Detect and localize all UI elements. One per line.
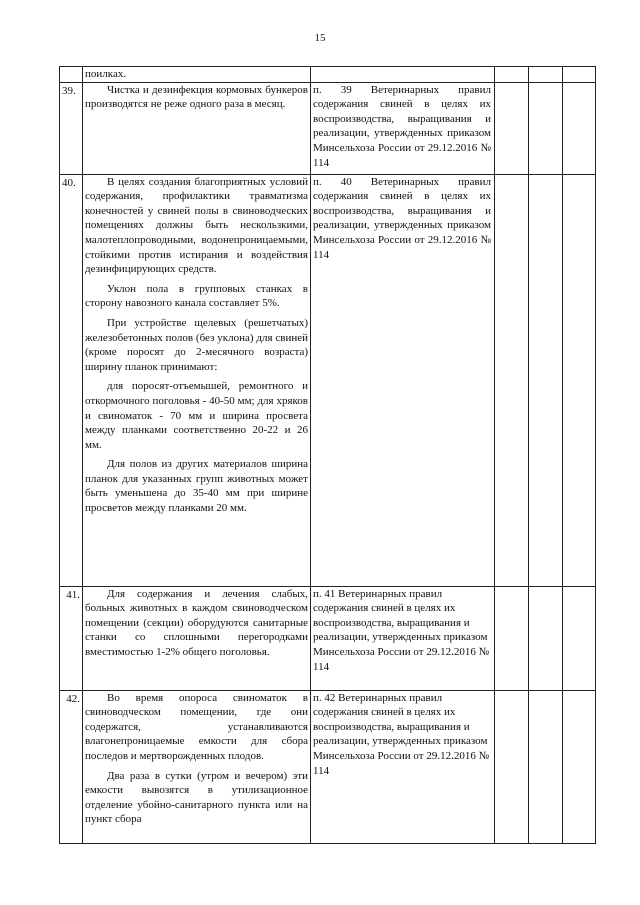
table-row-40 [60, 174, 596, 586]
answer-cell-na [563, 67, 596, 83]
answer-cell-no [529, 586, 563, 690]
reference-cell [311, 174, 495, 586]
answer-cell-yes [495, 586, 529, 690]
table-row-39 [60, 82, 596, 174]
requirement-paragraph: При устройстве щелевых (решетчатых) железобетонных полов (без уклона) для свиней (кроме поросят до 2-месячного возраста) ширину планок принимают: [85, 316, 308, 373]
answer-cell-no [529, 67, 563, 83]
requirement-paragraph: Во время опороса свиноматок в свиноводческом помещении, где они содержатся, устанавливаются влагонепроницаемые емкости для сбора последов и мертворожденных плодов. [85, 691, 308, 762]
requirement-cell [83, 174, 311, 586]
reference-cell [311, 82, 495, 174]
requirement-cell [83, 586, 311, 690]
answer-cell-no [529, 82, 563, 174]
answer-cell-na [563, 586, 596, 690]
requirement-paragraph: В целях создания благоприятных условий содержания, профилактики травматизма конечностей у свиней полы в свиноводческих помещениях должны быть нескользкими, малотеплопроводными, водонепроницаемыми, стойкими против истирания и воздействия дезинфицирующих средств. [85, 175, 308, 276]
answer-cell-no [529, 690, 563, 843]
legal-reference: п. 40 Ветеринарных правил содержания свиней в целях их воспроизводства, выращивания и реализации, утвержденных приказом Минсельхоза России от 29.12.2016 № 114 [313, 175, 491, 261]
requirements-table [59, 66, 596, 844]
legal-reference: п. 42 Ветеринарных правил содержания свиней в целях их воспроизводства, выращивания и реализации, утвержденных приказом Минсельхоза России от 29.12.2016 № 114 [313, 691, 490, 777]
requirement-cell [83, 690, 311, 843]
answer-cell-na [563, 690, 596, 843]
answer-cell-yes [495, 67, 529, 83]
answer-cell-yes [495, 82, 529, 174]
requirement-cell [83, 82, 311, 174]
legal-reference: п. 39 Ветеринарных правил содержания свиней в целях их воспроизводства, выращивания и реализации, утвержденных приказом Минсельхоза России от 29.12.2016 № 114 [313, 83, 491, 169]
reference-cell [311, 586, 495, 690]
reference-cell [311, 690, 495, 843]
answer-cell-na [563, 82, 596, 174]
table-row-41 [60, 586, 596, 690]
row-number-cell: 42. [60, 690, 83, 843]
page-number: 15 [314, 32, 326, 44]
requirement-paragraph: Чистка и дезинфекция кормовых бункеров производятся не реже одного раза в месяц. [85, 83, 308, 111]
answer-cell-no [529, 174, 563, 586]
answer-cell-na [563, 174, 596, 586]
table-row-42 [60, 690, 596, 843]
row-number-cell [60, 67, 83, 83]
row-number-cell: 41. [60, 586, 83, 690]
requirement-paragraph: Два раза в сутки (утром и вечером) эти емкости вывозятся в утилизационное отделение убойно-санитарного пункта или на пункт сбора [85, 769, 308, 826]
requirement-paragraph: поилках. [85, 68, 127, 80]
requirement-paragraph: Уклон пола в групповых станках в сторону навозного канала составляет 5%. [85, 282, 308, 310]
requirement-paragraph: Для полов из других материалов ширина планок для указанных групп животных может быть уменьшена до 35-40 мм при ширине просветов между планками 20 мм. [85, 458, 308, 515]
row-number-cell: 39. [60, 82, 83, 174]
table-row-continuation [60, 67, 596, 83]
reference-cell [311, 67, 495, 83]
legal-reference: п. 41 Ветеринарных правил содержания свиней в целях их воспроизводства, выращивания и реализации, утвержденных приказом Минсельхоза России от 29.12.2016 № 114 [313, 587, 490, 673]
requirement-paragraph: для поросят-отъемышей, ремонтного и откормочного поголовья - 40-50 мм; для хряков и свиноматок - 70 мм и ширина просвета между планками соответственно 20-22 и 26 мм. [85, 380, 308, 451]
requirement-paragraph: Для содержания и лечения слабых, больных животных в каждом свиноводческом помещении (секции) оборудуются санитарные станки со сплошными перегородками вместимостью 1-2% общего поголовья. [85, 587, 308, 658]
requirement-cell [83, 67, 311, 83]
answer-cell-yes [495, 174, 529, 586]
answer-cell-yes [495, 690, 529, 843]
row-number-cell: 40. [60, 174, 83, 586]
